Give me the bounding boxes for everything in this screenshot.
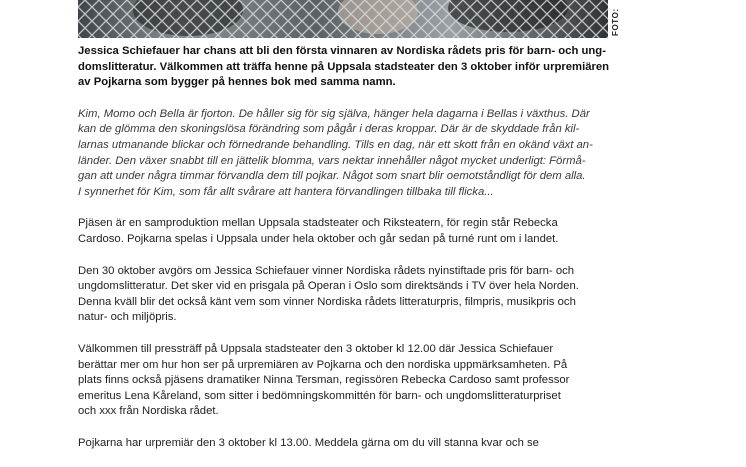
photo-credit-label: FOTO: (611, 8, 620, 36)
text-line: larnas utmanande blickar och förnedrande behandling. Tills en dag, när ett skott från en okänd växt an- (78, 138, 593, 151)
text-line: Denna kväll blir det också känt vem som vinner Nordiska rådets litteraturpris, filmpris, musikpris och (78, 295, 576, 308)
press-release-article (78, 44, 608, 467)
text-line: Cardoso. Pojkarna spelas i Uppsala under hela oktober och går sedan på turné runt om i landet. (78, 232, 559, 245)
text-line: länder. Den växer snabbt till en jättelik blomma, vars nektar innehåller något mycket underligt: Förmå- (78, 154, 586, 167)
lead-paragraph (78, 44, 608, 91)
award-paragraph (78, 264, 608, 326)
text-line: berättar mer om hur hon ser på urpremiären av Pojkarna och den nordiska uppmärksamheten. På (78, 358, 568, 371)
text-line: Pojkarna har urpremiär den 3 oktober kl 13.00. Meddela gärna om du vill stanna kvar och se (78, 436, 539, 449)
text-line: domslitteratur. Välkommen att träffa henne på Uppsala stadsteater den 3 oktober inför urpremiären (78, 60, 610, 73)
text-line: I synnerhet för Kim, som får allt svårare att hantera förvandlingen tillbaka till flicka... (78, 185, 494, 198)
text-line: gan att under några timmar förvandla dem till pojkar. Något som snart blir oemotståndligt för dem alla. (78, 170, 586, 183)
photo-credit (610, 2, 624, 38)
book-synopsis-quote (78, 107, 608, 201)
text-line: av Pojkarna som bygger på hennes bok med samma namn. (78, 76, 396, 89)
text-line: kan de glömma den skoningslösa förändring som pågår i deras kroppar. Där är de skyddade från kil- (78, 123, 580, 136)
text-line: plats finns också pjäsens dramatiker Ninna Tersman, regissören Rebecka Cardoso samt professor (78, 374, 570, 387)
text-line: Kim, Momo och Bella är fjorton. De håller sig för sig själva, hänger hela dagarna i Bellas i växthus. Där (78, 107, 590, 120)
text-line: ungdomslitteratur. Det sker vid en prisgala på Operan i Oslo som direktsänds i TV över hela Norden. (78, 280, 579, 293)
premiere-paragraph (78, 436, 608, 452)
text-line: emeritus Lena Kåreland, som sitter i bedömningskommittén för barn- och ungdomslitteraturpriset (78, 389, 561, 402)
text-line: Pjäsen är en samproduktion mellan Uppsala stadsteater och Riksteatern, för regin står Rebecka (78, 217, 558, 230)
production-paragraph (78, 216, 608, 247)
header-photo (78, 0, 608, 38)
chain-link-fence-photo (78, 0, 608, 38)
text-line: Välkommen till pressträff på Uppsala stadsteater den 3 oktober kl 12.00 där Jessica Schiefauer (78, 342, 554, 355)
text-line: och xxx från Nordiska rådet. (78, 405, 219, 418)
text-line: Jessica Schiefauer har chans att bli den första vinnaren av Nordiska rådets pris för barn- och ung- (78, 45, 606, 57)
text-line: Den 30 oktober avgörs om Jessica Schiefauer vinner Nordiska rådets nyinstiftade pris för barn- och (78, 264, 575, 277)
text-line: natur- och miljöpris. (78, 311, 177, 324)
press-meeting-paragraph (78, 342, 608, 420)
